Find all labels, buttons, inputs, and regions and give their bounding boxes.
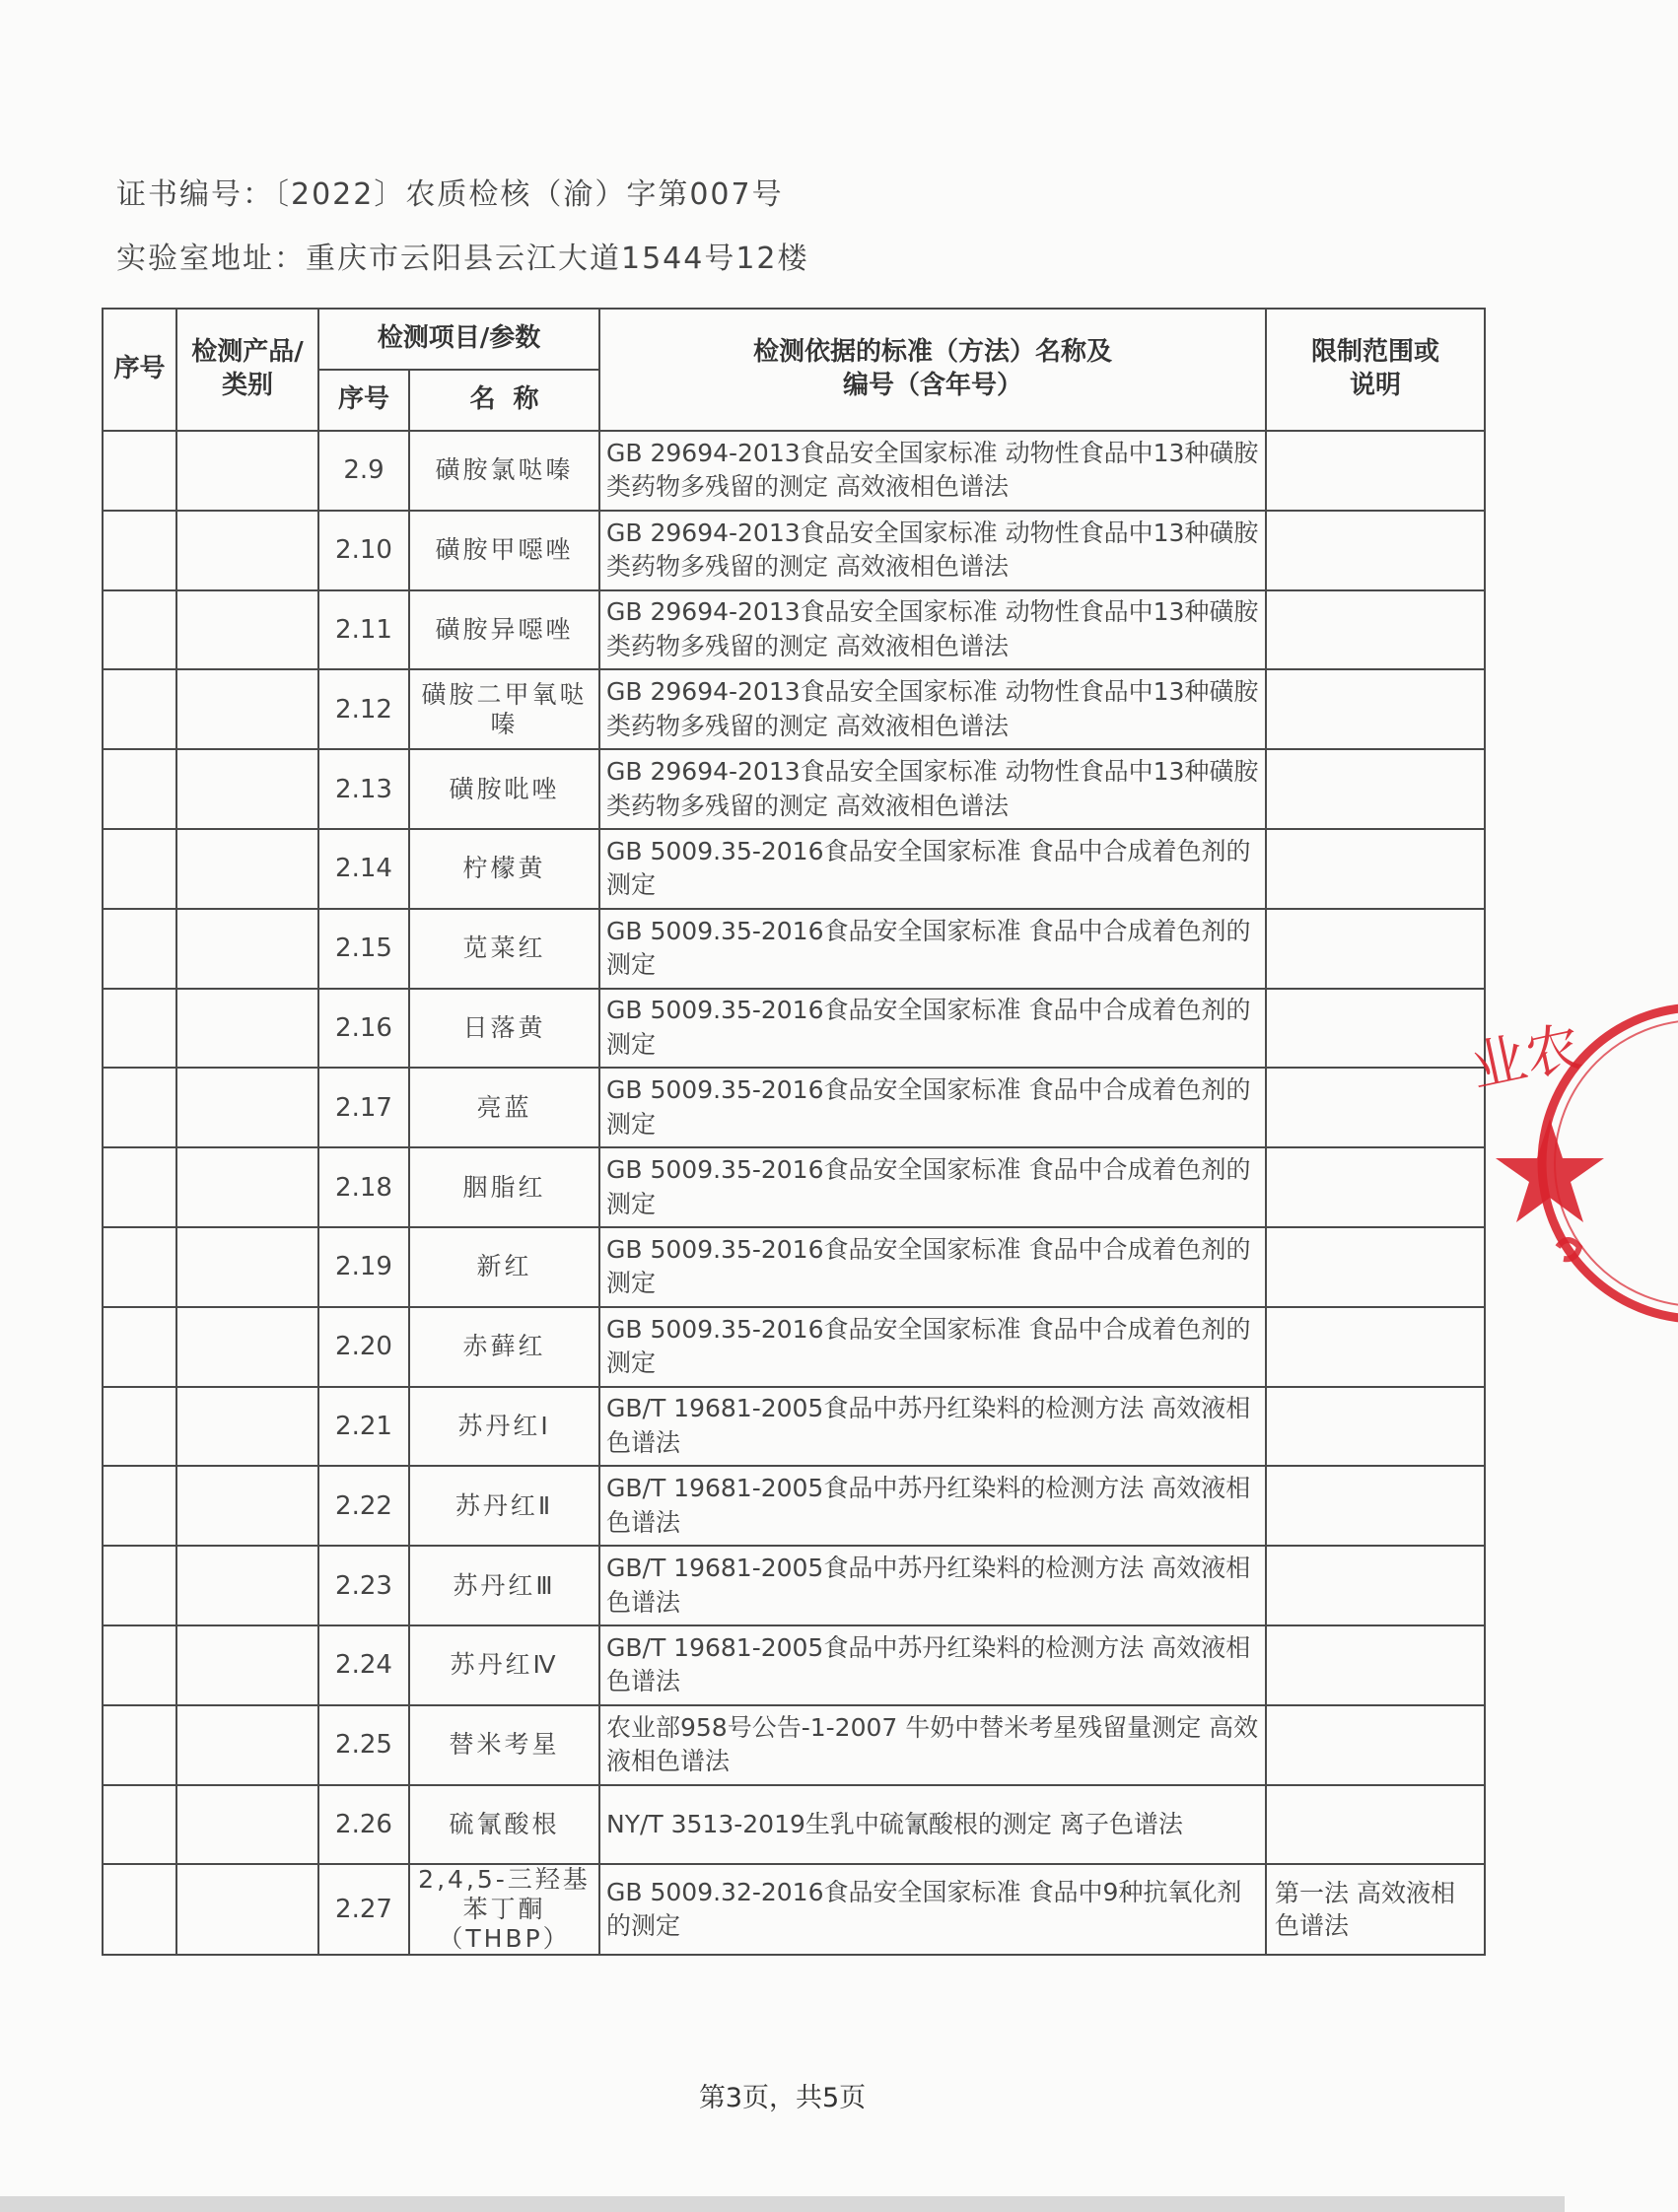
- table-row: [103, 1705, 1485, 1785]
- row-item-name: 苋菜红: [409, 909, 599, 989]
- row-limit: [1266, 511, 1485, 590]
- row-standard: GB 5009.35-2016食品安全国家标准 食品中合成着色剂的测定: [599, 1068, 1266, 1147]
- row-item-seq: 2.21: [318, 1387, 409, 1467]
- row-limit: [1266, 1307, 1485, 1387]
- row-seq-cell: [103, 1705, 176, 1785]
- table-row: [103, 1625, 1485, 1705]
- row-product-cell: [176, 431, 318, 511]
- table-row: [103, 829, 1485, 909]
- row-standard: GB 5009.35-2016食品安全国家标准 食品中合成着色剂的测定: [599, 1227, 1266, 1307]
- row-seq-cell: [103, 1625, 176, 1705]
- row-seq-cell: [103, 1307, 176, 1387]
- row-item-seq: 2.22: [318, 1466, 409, 1546]
- header-standard: 检测依据的标准（方法）名称及编号（含年号）: [599, 309, 1266, 431]
- table-row: [103, 431, 1485, 511]
- row-product-cell: [176, 1864, 318, 1955]
- row-standard: GB 5009.35-2016食品安全国家标准 食品中合成着色剂的测定: [599, 1307, 1266, 1387]
- row-product-cell: [176, 590, 318, 670]
- row-standard: GB 5009.35-2016食品安全国家标准 食品中合成着色剂的测定: [599, 989, 1266, 1069]
- row-item-name: 替米考星: [409, 1705, 599, 1785]
- scan-edge: [0, 2196, 1565, 2212]
- row-limit: [1266, 590, 1485, 670]
- row-limit: [1266, 989, 1485, 1069]
- table-row: [103, 909, 1485, 989]
- row-item-seq: 2.10: [318, 511, 409, 590]
- row-standard: 农业部958号公告-1-2007 牛奶中替米考星残留量测定 高效液相色谱法: [599, 1705, 1266, 1785]
- row-standard: GB 29694-2013食品安全国家标准 动物性食品中13种磺胺类药物多残留的测定 高效液相色谱法: [599, 590, 1266, 670]
- row-item-seq: 2.14: [318, 829, 409, 909]
- header-product: 检测产品/类别: [176, 309, 318, 431]
- row-item-name: 赤藓红: [409, 1307, 599, 1387]
- row-limit: [1266, 669, 1485, 749]
- row-product-cell: [176, 1625, 318, 1705]
- header-item-seq: 序号: [318, 370, 409, 431]
- header-item-group: 检测项目/参数: [318, 309, 599, 370]
- row-product-cell: [176, 1546, 318, 1625]
- table-row: [103, 1785, 1485, 1865]
- row-seq-cell: [103, 989, 176, 1069]
- row-item-seq: 2.20: [318, 1307, 409, 1387]
- table-row: [103, 1387, 1485, 1467]
- row-product-cell: [176, 1387, 318, 1467]
- row-item-seq: 2.9: [318, 431, 409, 511]
- row-item-name: 日落黄: [409, 989, 599, 1069]
- row-item-name: 磺胺吡唑: [409, 749, 599, 829]
- row-item-seq: 2.24: [318, 1625, 409, 1705]
- row-item-name: 磺胺氯哒嗪: [409, 431, 599, 511]
- table-row: [103, 1466, 1485, 1546]
- row-standard: GB 29694-2013食品安全国家标准 动物性食品中13种磺胺类药物多残留的测定 高效液相色谱法: [599, 431, 1266, 511]
- certificate-number: 证书编号：〔2022〕农质检核（渝）字第007号: [116, 177, 784, 212]
- row-limit: [1266, 829, 1485, 909]
- row-seq-cell: [103, 1466, 176, 1546]
- row-seq-cell: [103, 590, 176, 670]
- row-limit: [1266, 1785, 1485, 1865]
- row-seq-cell: [103, 1147, 176, 1227]
- row-item-name: 磺胺异噁唑: [409, 590, 599, 670]
- row-limit: [1266, 1625, 1485, 1705]
- row-limit: [1266, 909, 1485, 989]
- row-limit: [1266, 1387, 1485, 1467]
- row-product-cell: [176, 749, 318, 829]
- row-limit: [1266, 1068, 1485, 1147]
- row-seq-cell: [103, 749, 176, 829]
- table-row: [103, 1147, 1485, 1227]
- row-product-cell: [176, 989, 318, 1069]
- row-standard: NY/T 3513-2019生乳中硫氰酸根的测定 离子色谱法: [599, 1785, 1266, 1865]
- row-seq-cell: [103, 909, 176, 989]
- svg-text:业农: 业农: [1465, 1014, 1587, 1101]
- row-item-seq: 2.25: [318, 1705, 409, 1785]
- row-standard: GB 5009.35-2016食品安全国家标准 食品中合成着色剂的测定: [599, 909, 1266, 989]
- row-item-name: 胭脂红: [409, 1147, 599, 1227]
- row-product-cell: [176, 1785, 318, 1865]
- table-row: [103, 511, 1485, 590]
- table-row: [103, 1307, 1485, 1387]
- row-product-cell: [176, 909, 318, 989]
- row-standard: GB 29694-2013食品安全国家标准 动物性食品中13种磺胺类药物多残留的测定 高效液相色谱法: [599, 669, 1266, 749]
- row-standard: GB/T 19681-2005食品中苏丹红染料的检测方法 高效液相色谱法: [599, 1625, 1266, 1705]
- row-limit: [1266, 1705, 1485, 1785]
- page-number: 第3页，共5页: [698, 2083, 867, 2113]
- row-product-cell: [176, 669, 318, 749]
- row-product-cell: [176, 829, 318, 909]
- row-item-name: 新红: [409, 1227, 599, 1307]
- row-item-seq: 2.27: [318, 1864, 409, 1955]
- lab-address: 实验室地址：重庆市云阳县云江大道1544号12楼: [116, 242, 809, 276]
- row-item-name: 苏丹红Ⅳ: [409, 1625, 599, 1705]
- row-limit: [1266, 1546, 1485, 1625]
- header-seq: 序号: [103, 309, 176, 431]
- row-seq-cell: [103, 1068, 176, 1147]
- row-item-name: 磺胺甲噁唑: [409, 511, 599, 590]
- scope-table: [102, 308, 1486, 1956]
- table-row: [103, 989, 1485, 1069]
- row-product-cell: [176, 1466, 318, 1546]
- row-item-name: 2,4,5-三羟基苯丁酮（THBP）: [409, 1864, 599, 1955]
- row-seq-cell: [103, 829, 176, 909]
- row-item-seq: 2.19: [318, 1227, 409, 1307]
- table-row: [103, 1068, 1485, 1147]
- row-limit: 第一法 高效液相色谱法: [1266, 1864, 1485, 1955]
- row-seq-cell: [103, 1785, 176, 1865]
- row-seq-cell: [103, 1864, 176, 1955]
- row-limit: [1266, 1227, 1485, 1307]
- row-item-seq: 2.12: [318, 669, 409, 749]
- table-row: [103, 1864, 1485, 1955]
- row-item-seq: 2.13: [318, 749, 409, 829]
- table-row: [103, 669, 1485, 749]
- row-item-seq: 2.15: [318, 909, 409, 989]
- row-standard: GB 29694-2013食品安全国家标准 动物性食品中13种磺胺类药物多残留的测定 高效液相色谱法: [599, 749, 1266, 829]
- row-standard: GB 5009.35-2016食品安全国家标准 食品中合成着色剂的测定: [599, 829, 1266, 909]
- row-item-seq: 2.18: [318, 1147, 409, 1227]
- row-item-seq: 2.11: [318, 590, 409, 670]
- row-standard: GB 5009.35-2016食品安全国家标准 食品中合成着色剂的测定: [599, 1147, 1266, 1227]
- row-product-cell: [176, 511, 318, 590]
- row-seq-cell: [103, 511, 176, 590]
- row-standard: GB 5009.32-2016食品安全国家标准 食品中9种抗氧化剂的测定: [599, 1864, 1266, 1955]
- header-item-name: 名 称: [409, 370, 599, 431]
- row-item-seq: 2.17: [318, 1068, 409, 1147]
- row-item-name: 磺胺二甲氧哒嗪: [409, 669, 599, 749]
- row-item-seq: 2.26: [318, 1785, 409, 1865]
- header-limit: 限制范围或说明: [1266, 309, 1485, 431]
- row-item-name: 苏丹红Ⅰ: [409, 1387, 599, 1467]
- row-item-seq: 2.23: [318, 1546, 409, 1625]
- row-seq-cell: [103, 1387, 176, 1467]
- row-limit: [1266, 749, 1485, 829]
- row-standard: GB/T 19681-2005食品中苏丹红染料的检测方法 高效液相色谱法: [599, 1546, 1266, 1625]
- row-limit: [1266, 431, 1485, 511]
- row-item-name: 苏丹红Ⅱ: [409, 1466, 599, 1546]
- table-row: [103, 1227, 1485, 1307]
- table-row: [103, 590, 1485, 670]
- row-limit: [1266, 1147, 1485, 1227]
- table-body: [103, 431, 1485, 1955]
- row-item-name: 柠檬黄: [409, 829, 599, 909]
- row-product-cell: [176, 1147, 318, 1227]
- row-item-name: 苏丹红Ⅲ: [409, 1546, 599, 1625]
- row-seq-cell: [103, 1546, 176, 1625]
- row-product-cell: [176, 1705, 318, 1785]
- row-standard: GB 29694-2013食品安全国家标准 动物性食品中13种磺胺类药物多残留的测定 高效液相色谱法: [599, 511, 1266, 590]
- row-product-cell: [176, 1307, 318, 1387]
- row-item-seq: 2.16: [318, 989, 409, 1069]
- row-product-cell: [176, 1068, 318, 1147]
- table-row: [103, 749, 1485, 829]
- row-standard: GB/T 19681-2005食品中苏丹红染料的检测方法 高效液相色谱法: [599, 1466, 1266, 1546]
- table-row: [103, 1546, 1485, 1625]
- row-item-name: 硫氰酸根: [409, 1785, 599, 1865]
- row-seq-cell: [103, 1227, 176, 1307]
- row-seq-cell: [103, 431, 176, 511]
- row-product-cell: [176, 1227, 318, 1307]
- row-item-name: 亮蓝: [409, 1068, 599, 1147]
- row-standard: GB/T 19681-2005食品中苏丹红染料的检测方法 高效液相色谱法: [599, 1387, 1266, 1467]
- row-limit: [1266, 1466, 1485, 1546]
- row-seq-cell: [103, 669, 176, 749]
